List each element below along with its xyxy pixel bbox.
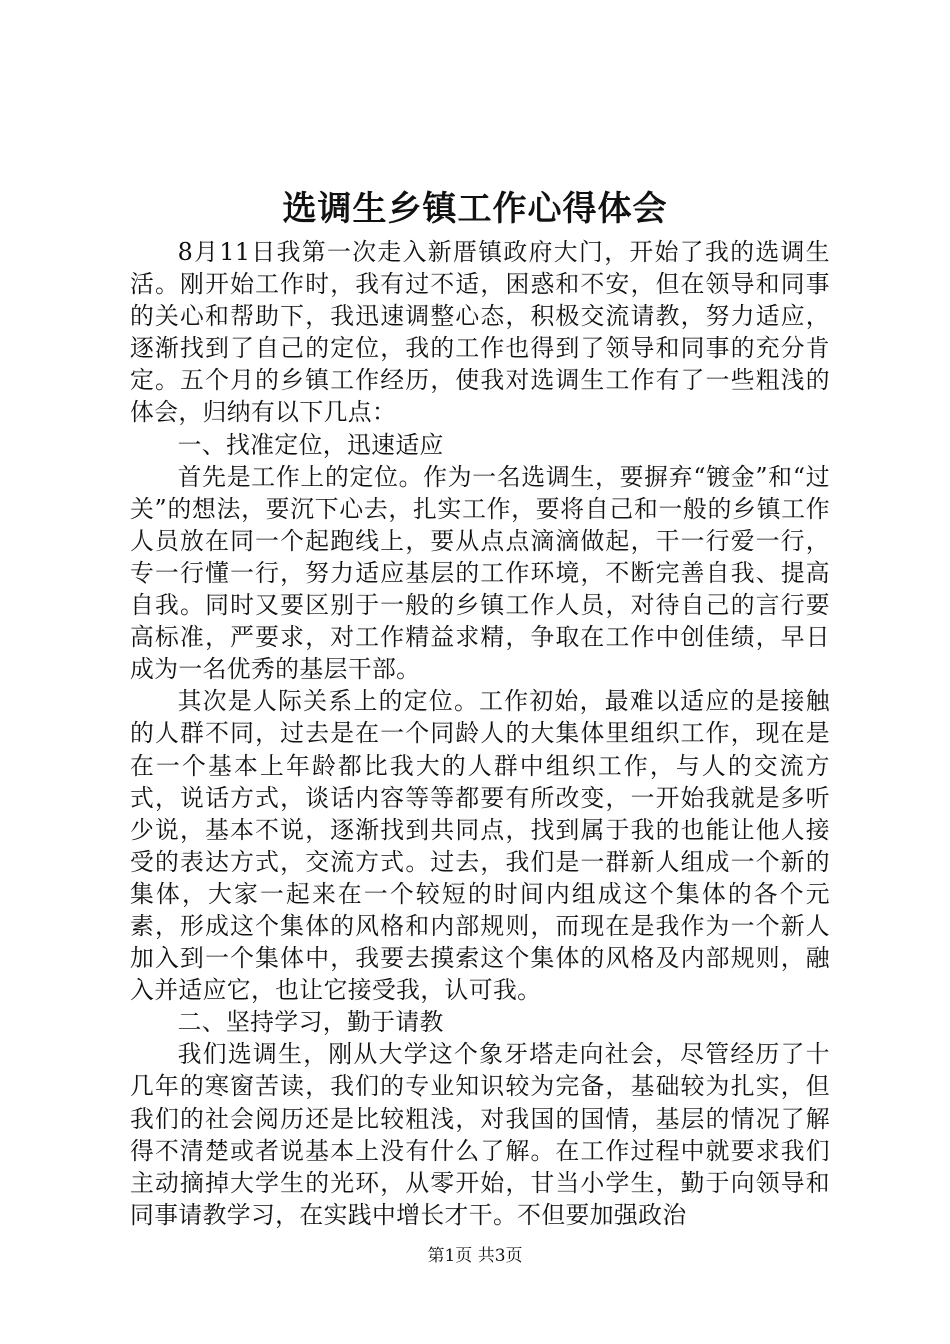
section-heading-2: 二、坚持学习，勤于请教 bbox=[177, 1008, 444, 1037]
paragraph-relationship-positioning: 其次是人际关系上的定位。工作初始，最难以适应的是接触的人群不同，过去是在一个同龄人的大集体里组织工作，现在是在一个基本上年龄都比我大的人群中组织工作，与人的交流方式，说话方式，谈话内容等等都要有所改变，一开始我就是多听少说，基本不说，逐渐找到共同点，找到属于我的也能让他人接受的表达方式，交流方式。过去，我们是一群新人组成一个新的集体，大家一起来在一个较短的时间内组成这个集体的各个元素，形成这个集体的风格和内部规则，而现在是我作为一个新人加入到一个集体中，我要去摸索这个集体的风格及内部规则，融入并适应它，也让它接受我，认可我。 bbox=[130, 687, 830, 1005]
section-heading-1: 一、找准定位，迅速适应 bbox=[177, 430, 444, 459]
paragraph-intro: 8月11日我第一次走入新厝镇政府大门，开始了我的选调生活。刚开始工作时，我有过不适，困惑和不安，但在领导和同事的关心和帮助下，我迅速调整心态，积极交流请教，努力适应，逐渐找到了自己的定位，我的工作也得到了领导和同事的充分肯定。五个月的乡镇工作经历，使我对选调生工作有了一些粗浅的体会，归纳有以下几点： bbox=[130, 238, 830, 427]
page-footer: 第1页 共3页 bbox=[427, 1246, 523, 1266]
document-body bbox=[130, 236, 830, 1231]
paragraph-learning: 我们选调生，刚从大学这个象牙塔走向社会，尽管经历了十几年的寒窗苦读，我们的专业知识较为完备，基础较为扎实，但我们的社会阅历还是比较粗浅，对我国的国情，基层的情况了解得不清楚或者说基本上没有什么了解。在工作过程中就要求我们主动摘掉大学生的光环，从零开始，甘当小学生，勤于向领导和同事请教学习，在实践中增长才干。不但要加强政治 bbox=[130, 1040, 830, 1229]
document-title: 选调生乡镇工作心得体会 bbox=[282, 189, 668, 229]
paragraph-work-positioning: 首先是工作上的定位。作为一名选调生，要摒弃“镀金”和“过关”的想法，要沉下心去，扎实工作，要将自己和一般的乡镇工作人员放在同一个起跑线上，要从点点滴滴做起，干一行爱一行，专一行懂一行，努力适应基层的工作环境，不断完善自我、提高自我。同时又要区别于一般的乡镇工作人员，对待自己的言行要高标准，严要求，对工作精益求精，争取在工作中创佳绩，早日成为一名优秀的基层干部。 bbox=[130, 462, 830, 684]
